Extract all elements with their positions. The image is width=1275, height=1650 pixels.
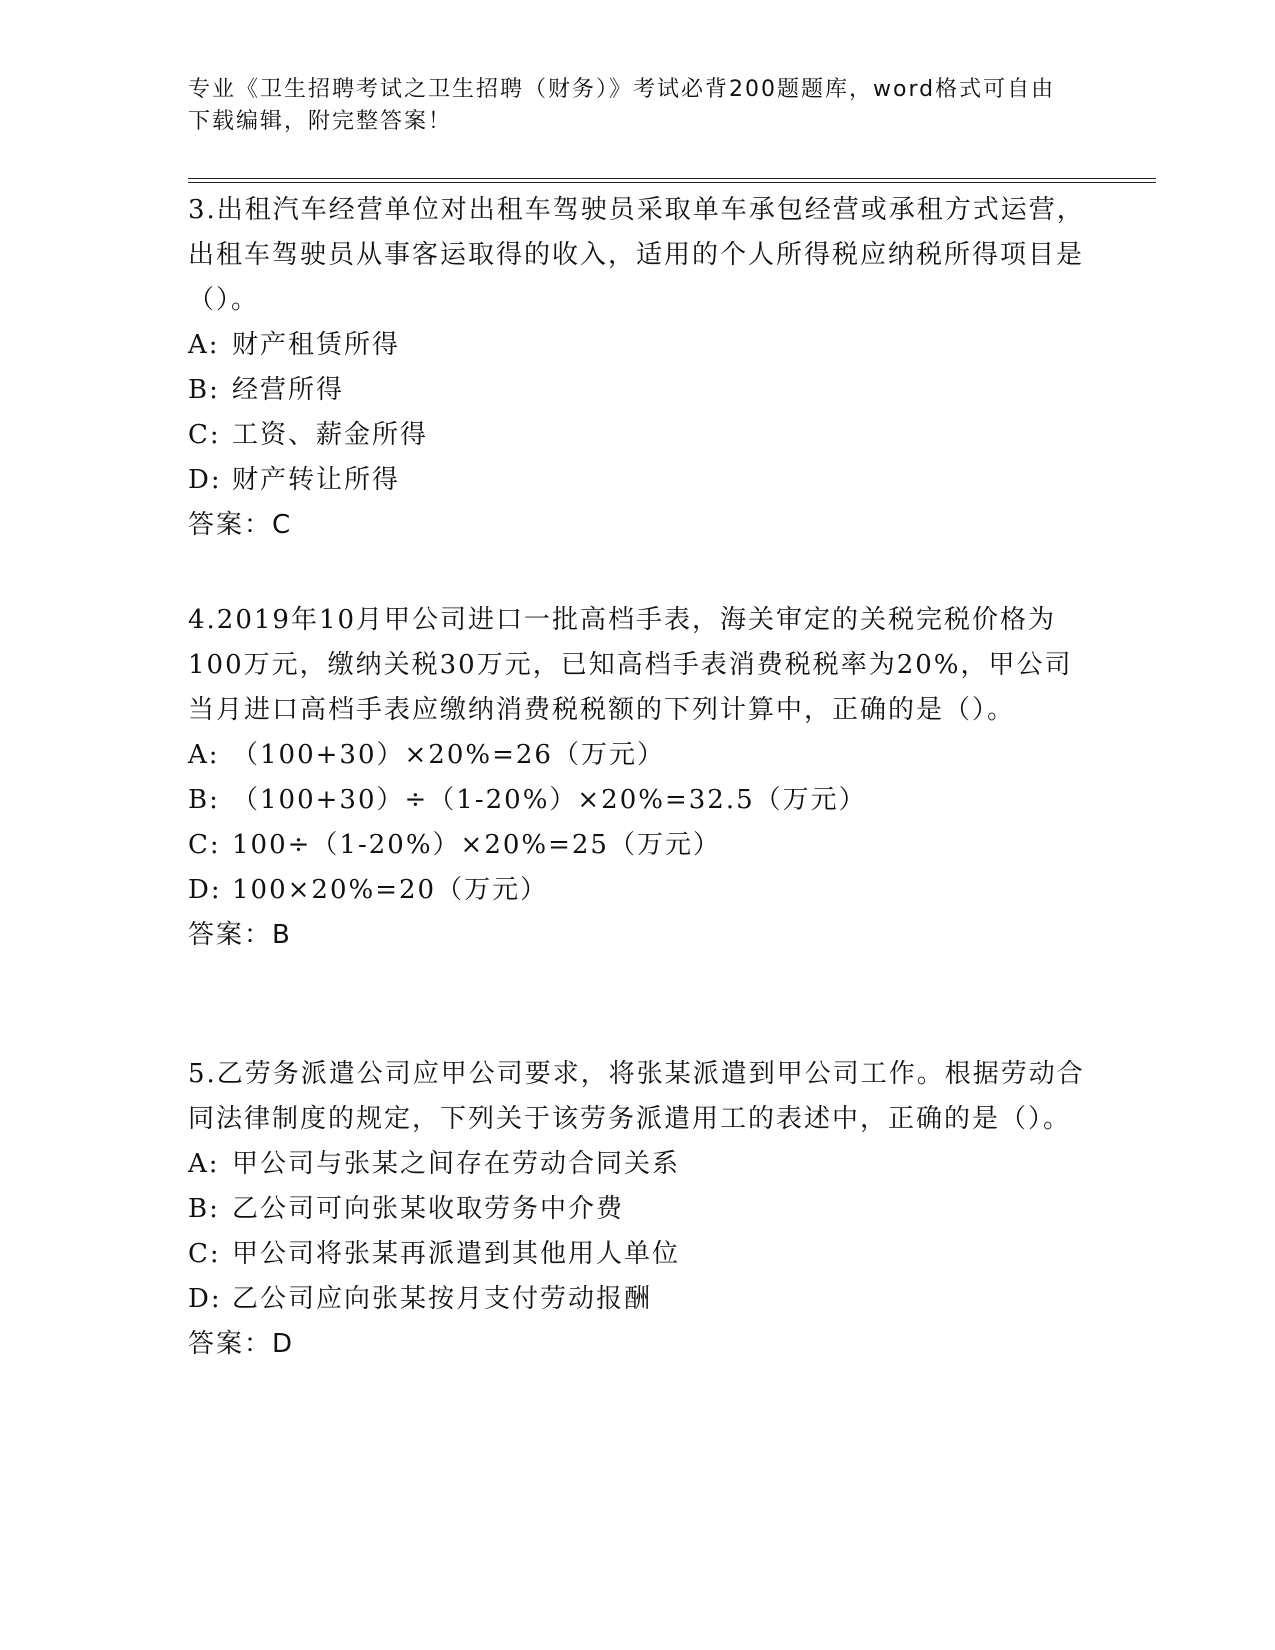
option-text: 经营所得 (232, 375, 345, 405)
option-key: D: (188, 875, 222, 905)
option-text: 甲公司与张某之间存在劳动合同关系 (232, 1149, 681, 1179)
option-c (188, 1232, 1088, 1277)
question-4 (188, 598, 1088, 958)
option-key: C: (188, 830, 221, 860)
option-c (188, 823, 1088, 868)
answer-line: 答案：C (188, 510, 293, 540)
option-key: B: (188, 375, 220, 405)
option-key: C: (188, 420, 221, 450)
option-text: 100÷（1-20%）×20%=25（万元） (232, 830, 721, 860)
question-stem: 5.乙劳务派遣公司应甲公司要求，将张某派遣到甲公司工作。根据劳动合同法律制度的规定，下列关于该劳务派遣用工的表述中，正确的是（）。 (188, 1059, 1085, 1134)
option-key: A: (188, 330, 220, 360)
option-text: 甲公司将张某再派遣到其他用人单位 (232, 1239, 681, 1269)
option-key: B: (188, 785, 220, 815)
option-b (188, 368, 1088, 413)
option-text: 工资、薪金所得 (232, 420, 429, 450)
option-text: 100×20%=20（万元） (232, 875, 549, 905)
question-stem: 4.2019年10月甲公司进口一批高档手表，海关审定的关税完税价格为100万元，缴纳关税30万元，已知高档手表消费税税率为20%，甲公司当月进口高档手表应缴纳消费税税额的下列计算中，正确的是（）。 (188, 605, 1073, 725)
option-text: 乙公司应向张某按月支付劳动报酬 (232, 1284, 653, 1314)
document-header: 专业《卫生招聘考试之卫生招聘（财务）》考试必背200题题库，word格式可自由下载编辑，附完整答案！ (188, 77, 1056, 134)
option-b (188, 1187, 1088, 1232)
option-text: 财产租赁所得 (232, 330, 401, 360)
option-text: （100+30）÷（1-20%）×20%=32.5（万元） (232, 785, 867, 815)
option-c (188, 413, 1088, 458)
question-stem: 3.出租汽车经营单位对出租车驾驶员采取单车承包经营或承租方式运营，出租车驾驶员从事客运取得的收入，适用的个人所得税应纳税所得项目是（）。 (188, 195, 1085, 315)
option-key: B: (188, 1194, 220, 1224)
answer-line: 答案：D (188, 1329, 295, 1359)
question-5 (188, 1052, 1088, 1367)
option-key: A: (188, 740, 220, 770)
option-d (188, 1277, 1088, 1322)
option-a (188, 733, 1088, 778)
option-key: D: (188, 1284, 222, 1314)
option-d (188, 458, 1088, 503)
option-key: C: (188, 1239, 221, 1269)
answer-line: 答案：B (188, 920, 292, 950)
option-text: 财产转让所得 (232, 465, 401, 495)
question-3 (188, 188, 1088, 548)
option-text: 乙公司可向张某收取劳务中介费 (232, 1194, 625, 1224)
header-divider-top (188, 178, 1156, 179)
option-d (188, 868, 1088, 913)
option-key: D: (188, 465, 222, 495)
option-b (188, 778, 1088, 823)
option-a (188, 323, 1088, 368)
option-a (188, 1142, 1088, 1187)
option-key: A: (188, 1149, 220, 1179)
option-text: （100+30）×20%=26（万元） (232, 740, 665, 770)
header-divider-bottom (188, 182, 1156, 183)
